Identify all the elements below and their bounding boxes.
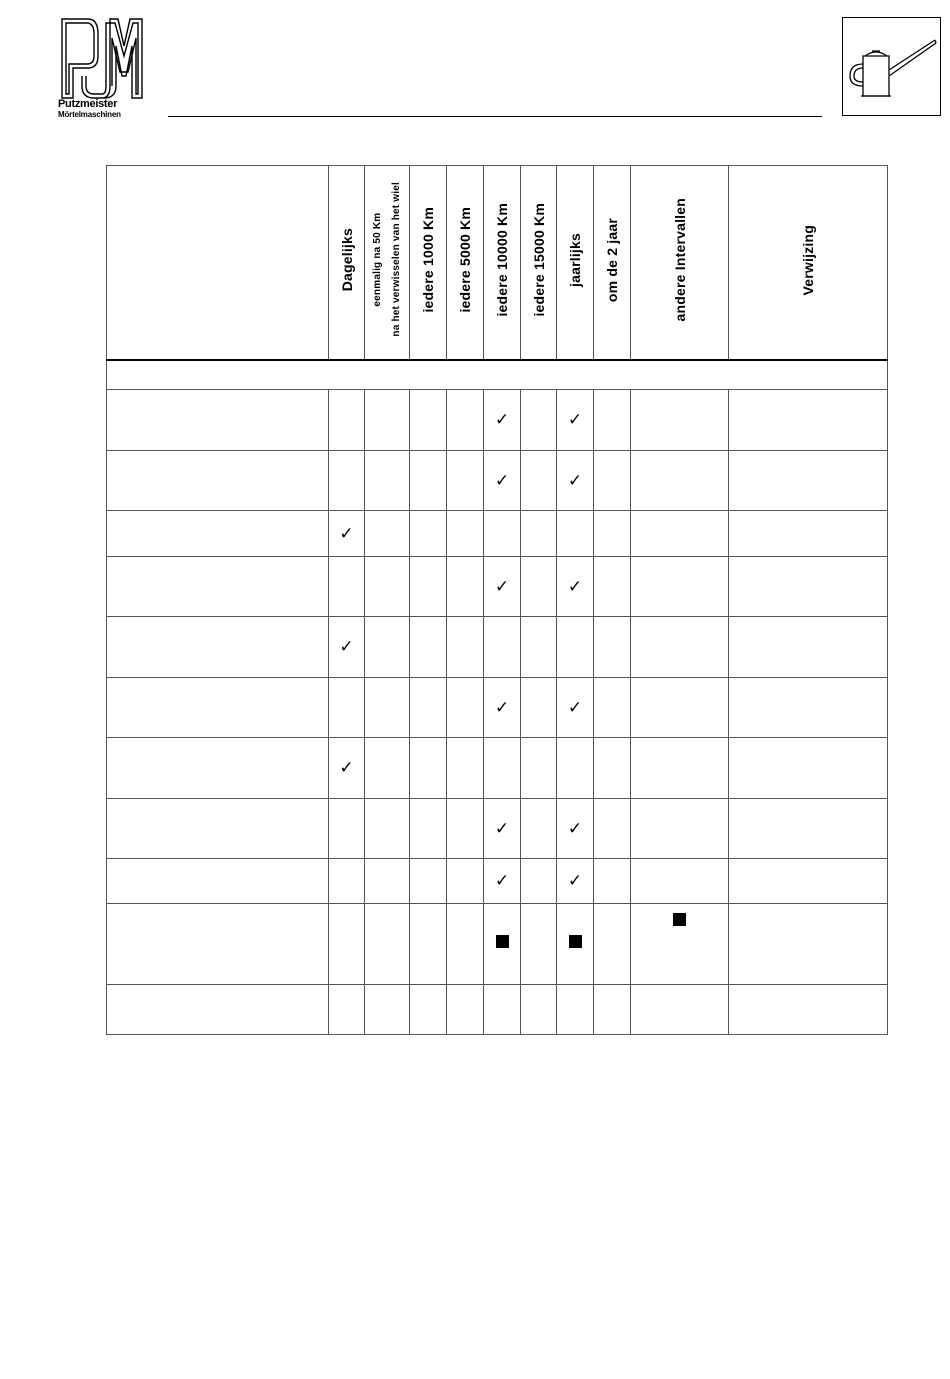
interval-cell-km10000 (484, 511, 521, 557)
interval-cell-km10000 (484, 390, 521, 451)
task-cell (107, 985, 329, 1035)
table-body (107, 390, 888, 1035)
interval-cell-biennial (594, 985, 631, 1035)
interval-cell-km1000 (410, 390, 447, 451)
col-header-every-15000km: iedere 15000 Km (521, 166, 557, 360)
square-marker-icon (673, 913, 686, 926)
interval-cell-km5000 (447, 985, 484, 1035)
oil-can-box (842, 17, 941, 116)
interval-cell-daily (329, 799, 365, 859)
interval-cell-other (631, 859, 729, 904)
interval-cell-km15000 (521, 678, 557, 738)
check-mark-icon: ✓ (567, 871, 583, 890)
interval-cell-km15000 (521, 985, 557, 1035)
check-mark-icon: ✓ (494, 470, 510, 490)
header-row (107, 166, 888, 360)
col-header-reference: Verwijzing (729, 166, 888, 360)
table-row (107, 557, 888, 617)
interval-cell-km1000 (410, 451, 447, 511)
section-row (107, 360, 888, 390)
interval-cell-once50 (365, 738, 410, 799)
square-marker-icon (496, 935, 509, 948)
interval-cell-reference (729, 904, 888, 985)
table-row (107, 617, 888, 678)
interval-cell-yearly (557, 859, 594, 904)
interval-cell-biennial (594, 557, 631, 617)
brand-name: Putzmeister (58, 98, 118, 110)
interval-cell-other (631, 904, 729, 985)
interval-cell-daily (329, 511, 365, 557)
task-cell (107, 557, 329, 617)
interval-cell-yearly (557, 678, 594, 738)
interval-cell-km15000 (521, 617, 557, 678)
interval-cell-reference (729, 390, 888, 451)
interval-cell-biennial (594, 511, 631, 557)
interval-cell-km1000 (410, 678, 447, 738)
task-cell (107, 390, 329, 451)
interval-cell-km10000 (484, 738, 521, 799)
task-cell (107, 451, 329, 511)
task-cell (107, 511, 329, 557)
header-rule (168, 116, 822, 117)
interval-cell-reference (729, 678, 888, 738)
task-cell (107, 859, 329, 904)
check-mark-icon: ✓ (567, 410, 583, 429)
table-row (107, 678, 888, 738)
interval-cell-reference (729, 799, 888, 859)
col-header-yearly: jaarlijks (557, 166, 594, 360)
check-mark-icon: ✓ (339, 758, 354, 777)
interval-cell-once50 (365, 511, 410, 557)
task-cell (107, 617, 329, 678)
table-row (107, 799, 888, 859)
interval-cell-reference (729, 859, 888, 904)
interval-cell-km1000 (410, 904, 447, 985)
interval-cell-biennial (594, 738, 631, 799)
interval-cell-biennial (594, 799, 631, 859)
interval-cell-km15000 (521, 511, 557, 557)
interval-cell-biennial (594, 451, 631, 511)
interval-cell-other (631, 390, 729, 451)
task-column-header (107, 166, 329, 360)
interval-cell-reference (729, 557, 888, 617)
interval-cell-km10000 (484, 799, 521, 859)
interval-cell-yearly (557, 985, 594, 1035)
col-header-every-1000km: iedere 1000 Km (410, 166, 447, 360)
col-header-other-intervals: andere Intervallen (631, 166, 729, 360)
interval-cell-other (631, 557, 729, 617)
col-header-daily: Dagelijks (329, 166, 365, 360)
interval-cell-other (631, 678, 729, 738)
check-mark-icon: ✓ (567, 470, 583, 490)
interval-cell-km1000 (410, 799, 447, 859)
check-mark-icon: ✓ (494, 576, 510, 596)
pm-logo-icon (58, 16, 144, 100)
interval-cell-other (631, 738, 729, 799)
col-header-every-5000km: iedere 5000 Km (447, 166, 484, 360)
interval-cell-yearly (557, 904, 594, 985)
check-mark-icon: ✓ (567, 818, 583, 838)
interval-cell-reference (729, 451, 888, 511)
interval-cell-km10000 (484, 859, 521, 904)
interval-cell-reference (729, 985, 888, 1035)
interval-cell-once50 (365, 451, 410, 511)
table-row (107, 451, 888, 511)
check-mark-icon: ✓ (567, 576, 583, 596)
interval-cell-km15000 (521, 557, 557, 617)
col-header-once-50km-line1: eenmalig na 50 Km (372, 212, 383, 307)
interval-cell-yearly (557, 738, 594, 799)
interval-cell-yearly (557, 511, 594, 557)
interval-cell-once50 (365, 985, 410, 1035)
interval-cell-km1000 (410, 738, 447, 799)
check-mark-icon: ✓ (339, 523, 354, 543)
interval-cell-km15000 (521, 390, 557, 451)
interval-cell-once50 (365, 390, 410, 451)
interval-cell-daily (329, 678, 365, 738)
interval-cell-biennial (594, 904, 631, 985)
interval-cell-km5000 (447, 738, 484, 799)
interval-cell-once50 (365, 557, 410, 617)
interval-cell-km15000 (521, 904, 557, 985)
interval-cell-reference (729, 511, 888, 557)
interval-cell-daily (329, 904, 365, 985)
interval-cell-km10000 (484, 678, 521, 738)
section-cell (107, 360, 888, 390)
interval-cell-km1000 (410, 557, 447, 617)
interval-cell-yearly (557, 557, 594, 617)
interval-cell-other (631, 617, 729, 678)
interval-cell-daily (329, 390, 365, 451)
interval-cell-yearly (557, 617, 594, 678)
interval-cell-other (631, 799, 729, 859)
col-header-biennial: om de 2 jaar (594, 166, 631, 360)
interval-cell-km1000 (410, 859, 447, 904)
interval-cell-km5000 (447, 511, 484, 557)
interval-cell-daily (329, 985, 365, 1035)
interval-cell-km10000 (484, 985, 521, 1035)
col-header-once-50km-line2: na het verwisselen van het wiel (391, 182, 402, 338)
task-cell (107, 904, 329, 985)
interval-cell-km5000 (447, 451, 484, 511)
interval-cell-km15000 (521, 451, 557, 511)
interval-cell-once50 (365, 617, 410, 678)
interval-cell-once50 (365, 678, 410, 738)
interval-cell-daily (329, 859, 365, 904)
interval-cell-km5000 (447, 557, 484, 617)
table-row (107, 859, 888, 904)
check-mark-icon: ✓ (494, 697, 510, 717)
interval-cell-km5000 (447, 617, 484, 678)
interval-cell-other (631, 511, 729, 557)
interval-cell-km10000 (484, 617, 521, 678)
interval-cell-once50 (365, 904, 410, 985)
interval-cell-yearly (557, 451, 594, 511)
interval-cell-daily (329, 617, 365, 678)
interval-cell-biennial (594, 859, 631, 904)
interval-cell-km10000 (484, 557, 521, 617)
interval-cell-once50 (365, 799, 410, 859)
interval-cell-reference (729, 617, 888, 678)
table-row (107, 390, 888, 451)
interval-cell-km10000 (484, 904, 521, 985)
task-cell (107, 678, 329, 738)
interval-cell-biennial (594, 390, 631, 451)
interval-cell-km15000 (521, 799, 557, 859)
putzmeister-logo (55, 16, 145, 120)
interval-cell-daily (329, 738, 365, 799)
interval-cell-other (631, 985, 729, 1035)
task-cell (107, 738, 329, 799)
interval-cell-biennial (594, 617, 631, 678)
check-mark-icon: ✓ (494, 410, 510, 429)
check-mark-icon: ✓ (339, 637, 354, 656)
task-cell (107, 799, 329, 859)
interval-cell-km1000 (410, 617, 447, 678)
interval-cell-km5000 (447, 859, 484, 904)
table-row (107, 904, 888, 985)
interval-cell-km15000 (521, 859, 557, 904)
maintenance-table (106, 165, 888, 1035)
interval-cell-reference (729, 738, 888, 799)
check-mark-icon: ✓ (494, 871, 510, 890)
col-header-once-50km (365, 166, 410, 360)
oil-can-icon (843, 18, 940, 115)
interval-cell-other (631, 451, 729, 511)
interval-cell-km5000 (447, 799, 484, 859)
interval-cell-yearly (557, 390, 594, 451)
col-header-every-10000km: iedere 10000 Km (484, 166, 521, 360)
table-row (107, 738, 888, 799)
check-mark-icon: ✓ (567, 697, 583, 717)
interval-cell-km5000 (447, 904, 484, 985)
interval-cell-km15000 (521, 738, 557, 799)
interval-cell-biennial (594, 678, 631, 738)
interval-cell-km5000 (447, 390, 484, 451)
brand-subtitle: Mörtelmaschinen (58, 110, 121, 119)
check-mark-icon: ✓ (494, 818, 510, 838)
interval-cell-km1000 (410, 511, 447, 557)
interval-cell-km5000 (447, 678, 484, 738)
interval-cell-km1000 (410, 985, 447, 1035)
table-row (107, 511, 888, 557)
interval-cell-daily (329, 451, 365, 511)
interval-cell-km10000 (484, 451, 521, 511)
interval-cell-yearly (557, 799, 594, 859)
interval-cell-daily (329, 557, 365, 617)
table-row (107, 985, 888, 1035)
square-marker-icon (569, 935, 582, 948)
interval-cell-once50 (365, 859, 410, 904)
